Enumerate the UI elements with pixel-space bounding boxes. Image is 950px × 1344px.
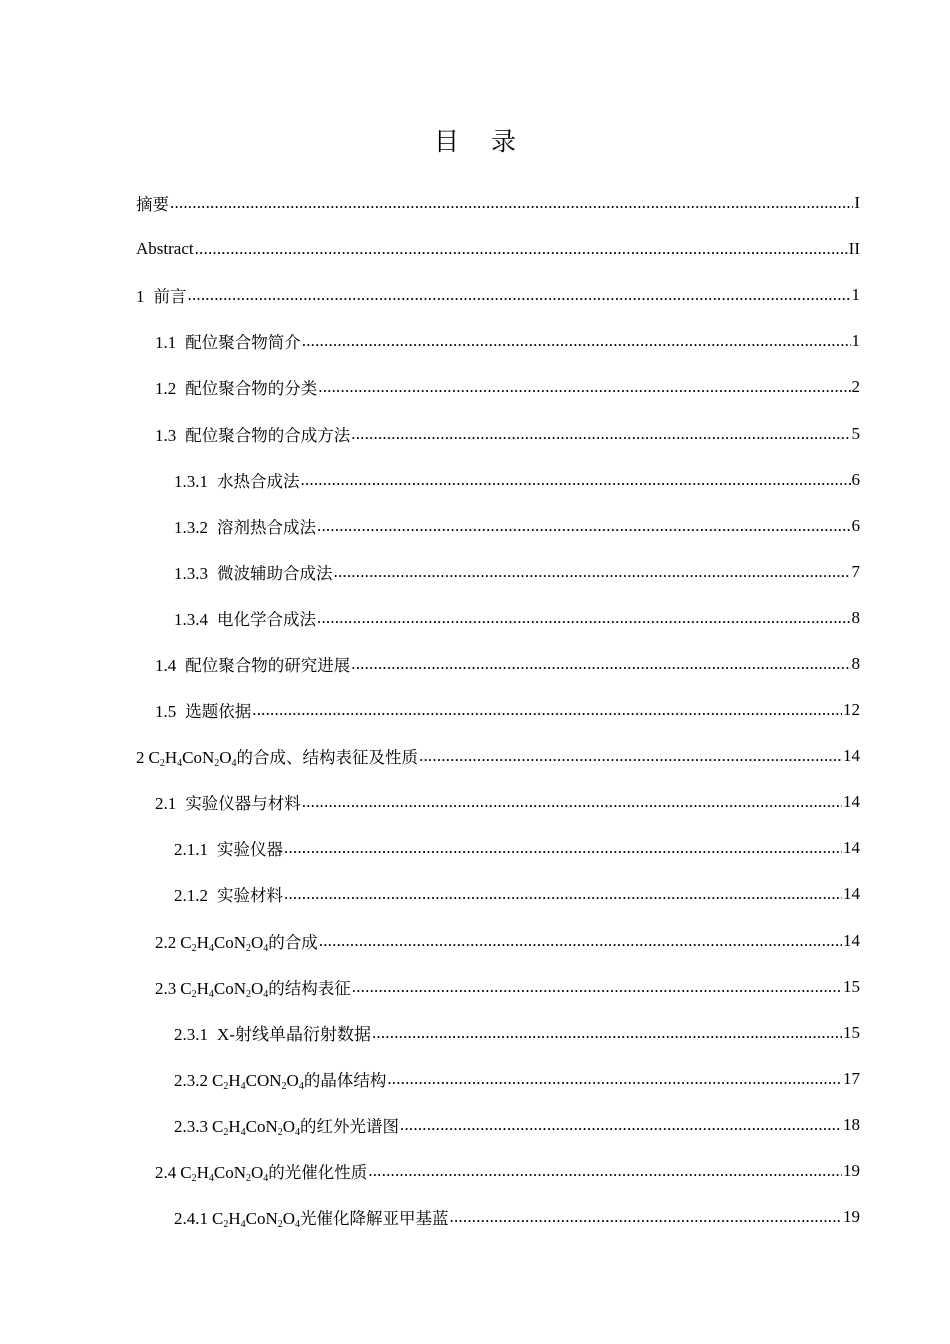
- toc-entry-text: [174, 836, 283, 860]
- toc-page-number: 19: [843, 1207, 860, 1227]
- dot-leader: [319, 931, 842, 951]
- toc-entry[interactable]: [136, 1148, 860, 1194]
- toc-entry-label: Abstract: [136, 239, 194, 259]
- toc-entry-label: 配位聚合物的研究进展: [185, 655, 351, 675]
- toc-entry[interactable]: [136, 871, 860, 917]
- toc-page-number: 14: [843, 838, 860, 858]
- toc-entry-text: [155, 929, 318, 953]
- toc-entry-text: [155, 698, 251, 722]
- toc-page-number: 2: [851, 377, 860, 397]
- toc-page-number: 5: [851, 423, 860, 443]
- toc-entry-number: 2.2: [155, 932, 177, 952]
- toc-list: [136, 180, 860, 1240]
- toc-entry-text: [174, 1020, 371, 1045]
- dot-leader: [301, 470, 851, 490]
- toc-page-number: II: [848, 239, 860, 259]
- toc-entry[interactable]: [136, 180, 860, 226]
- chemical-formula: $C_2H_4CON_2O_4$: [212, 1070, 304, 1092]
- toc-entry[interactable]: [136, 318, 860, 364]
- toc-entry-label: 光催化降解亚甲基蓝: [300, 1209, 449, 1229]
- toc-entry-number: 2.1.1: [174, 840, 208, 860]
- toc-entry[interactable]: [136, 779, 860, 825]
- toc-entry[interactable]: [136, 964, 860, 1010]
- toc-entry-label: 微波辅助合成法: [217, 563, 333, 583]
- toc-title: 目 录: [434, 127, 528, 156]
- dot-leader: [351, 654, 850, 674]
- toc-entry-text: [136, 283, 187, 307]
- toc-entry-label: 水热合成法: [217, 471, 300, 491]
- toc-page-number: 14: [843, 884, 860, 904]
- toc-entry-text: [174, 1067, 386, 1091]
- toc-page-number: 6: [851, 515, 860, 535]
- toc-page-number: 8: [851, 607, 860, 627]
- toc-entry-text: [174, 514, 316, 538]
- toc-page-number: 7: [851, 561, 860, 581]
- toc-page-number: 12: [843, 700, 860, 720]
- toc-entry-number: 1.3.2: [174, 517, 208, 537]
- toc-entry[interactable]: [136, 641, 860, 687]
- toc-entry-number: 2.1.2: [174, 886, 208, 906]
- toc-entry-label: 选题依据: [185, 702, 252, 722]
- dot-leader: [387, 1069, 842, 1089]
- toc-entry-number: 1.3: [155, 425, 177, 445]
- toc-entry-text: [174, 1205, 449, 1229]
- toc-entry-number: 2.3.3: [174, 1116, 208, 1136]
- toc-entry-label: 前言: [153, 287, 187, 307]
- toc-entry[interactable]: [136, 595, 860, 641]
- toc-entry[interactable]: [136, 503, 860, 549]
- dot-leader: [318, 377, 850, 397]
- toc-entry[interactable]: [136, 1102, 860, 1148]
- toc-entry-label: 的合成、结构表征及性质: [236, 748, 419, 768]
- toc-entry-text: [155, 652, 350, 676]
- toc-entry[interactable]: [136, 226, 860, 272]
- toc-entry-text: [155, 375, 317, 399]
- toc-entry[interactable]: [136, 918, 860, 964]
- toc-entry[interactable]: [136, 1010, 860, 1056]
- toc-entry-text: [174, 1113, 399, 1137]
- dot-leader: [351, 424, 850, 444]
- toc-entry-label: 电化学合成法: [217, 609, 316, 629]
- toc-entry-label: 的结构表征: [268, 978, 351, 998]
- toc-entry-label: 配位聚合物的分类: [185, 379, 318, 399]
- dot-leader: [252, 700, 842, 720]
- toc-entry[interactable]: [136, 457, 860, 503]
- toc-entry[interactable]: [136, 364, 860, 410]
- toc-entry[interactable]: [136, 733, 860, 779]
- toc-entry[interactable]: [136, 410, 860, 456]
- toc-entry-text: [155, 1159, 367, 1183]
- dot-leader: [372, 1023, 842, 1043]
- dot-leader: [450, 1207, 842, 1227]
- toc-entry-label: 的红外光谱图: [300, 1116, 400, 1136]
- toc-page-number: 1: [851, 331, 860, 351]
- toc-page-number: 15: [843, 1022, 860, 1042]
- toc-entry-label: 的晶体结构: [303, 1070, 387, 1090]
- dot-leader: [419, 746, 842, 766]
- toc-page-number: 19: [843, 1161, 860, 1181]
- toc-entry-text: [174, 882, 283, 906]
- toc-entry-label: 配位聚合物的合成方法: [185, 425, 351, 445]
- toc-entry[interactable]: [136, 549, 860, 595]
- toc-entry[interactable]: [136, 825, 860, 871]
- toc-entry-number: 2: [136, 748, 145, 768]
- toc-entry-number: 1.3.1: [174, 471, 208, 491]
- toc-page-number: 1: [851, 285, 860, 305]
- toc-entry-number: 2.4: [155, 1163, 177, 1183]
- chemical-formula: $C_2H_4CoN_2O_4$: [148, 748, 237, 770]
- toc-entry-text: [155, 422, 350, 446]
- toc-entry-number: 2.1: [155, 794, 177, 814]
- chemical-formula: $C_2H_4CoN_2O_4$: [212, 1209, 301, 1231]
- toc-entry-text: [174, 560, 333, 584]
- toc-entry-label: 的光催化性质: [268, 1163, 368, 1183]
- dot-leader: [170, 193, 853, 213]
- toc-entry-number: 2.4.1: [174, 1209, 208, 1229]
- toc-entry-text: [174, 468, 300, 492]
- dot-leader: [284, 884, 842, 904]
- toc-entry-label: 实验材料: [217, 886, 283, 906]
- toc-entry-text: [155, 975, 351, 999]
- toc-entry-label: X-射线单晶衍射数据: [217, 1025, 371, 1045]
- toc-entry-number: 1.1: [155, 333, 177, 353]
- toc-entry-number: 2.3.2: [174, 1070, 208, 1090]
- toc-entry-text: [174, 606, 316, 630]
- toc-page-number: 18: [843, 1114, 860, 1134]
- toc-entry-text: [136, 239, 194, 259]
- dot-leader: [368, 1161, 842, 1181]
- chemical-formula: $C_2H_4CoN_2O_4$: [212, 1116, 301, 1138]
- dot-leader: [317, 516, 851, 536]
- chemical-formula: $C_2H_4CoN_2O_4$: [180, 1163, 269, 1185]
- toc-page-number: 14: [843, 746, 860, 766]
- toc-page-number: 15: [843, 976, 860, 996]
- toc-entry-text: [155, 790, 301, 814]
- dot-leader: [188, 285, 851, 305]
- toc-page-number: 14: [843, 792, 860, 812]
- toc-entry[interactable]: [136, 1194, 860, 1240]
- toc-page-number: 8: [851, 653, 860, 673]
- toc-entry-number: 1.4: [155, 655, 177, 675]
- toc-entry-label: 的合成: [268, 932, 318, 952]
- dot-leader: [317, 608, 851, 628]
- dot-leader: [195, 239, 848, 259]
- toc-entry-label: 溶剂热合成法: [217, 517, 316, 537]
- toc-entry-number: 2.3: [155, 978, 177, 998]
- chemical-formula: $C_2H_4CoN_2O_4$: [180, 978, 269, 1000]
- toc-page-number: 14: [843, 930, 860, 950]
- toc-entry-number: 2.3.1: [174, 1025, 208, 1045]
- toc-entry-number: 1.5: [155, 702, 177, 722]
- toc-entry[interactable]: [136, 272, 860, 318]
- toc-entry-label: 实验仪器: [217, 840, 283, 860]
- toc-page-number: I: [854, 193, 860, 213]
- chemical-formula: $C_2H_4CoN_2O_4$: [180, 932, 269, 954]
- dot-leader: [400, 1115, 842, 1135]
- dot-leader: [302, 331, 851, 351]
- toc-entry-text: [155, 329, 301, 353]
- toc-entry-text: [136, 191, 169, 215]
- toc-entry-label: 实验仪器与材料: [185, 794, 301, 814]
- toc-entry-label: 摘要: [136, 195, 169, 215]
- dot-leader: [334, 562, 851, 582]
- toc-entry-text: [136, 744, 418, 768]
- toc-entry-label: 配位聚合物简介: [185, 333, 301, 353]
- dot-leader: [284, 838, 842, 858]
- toc-page-number: 6: [851, 469, 860, 489]
- dot-leader: [302, 792, 842, 812]
- toc-entry-number: 1: [136, 287, 145, 307]
- toc-entry-number: 1.3.4: [174, 609, 208, 629]
- dot-leader: [352, 977, 842, 997]
- toc-page-number: 17: [843, 1068, 860, 1088]
- toc-entry-number: 1.3.3: [174, 563, 208, 583]
- toc-entry[interactable]: [136, 687, 860, 733]
- toc-entry[interactable]: [136, 1056, 860, 1102]
- toc-entry-number: 1.2: [155, 379, 177, 399]
